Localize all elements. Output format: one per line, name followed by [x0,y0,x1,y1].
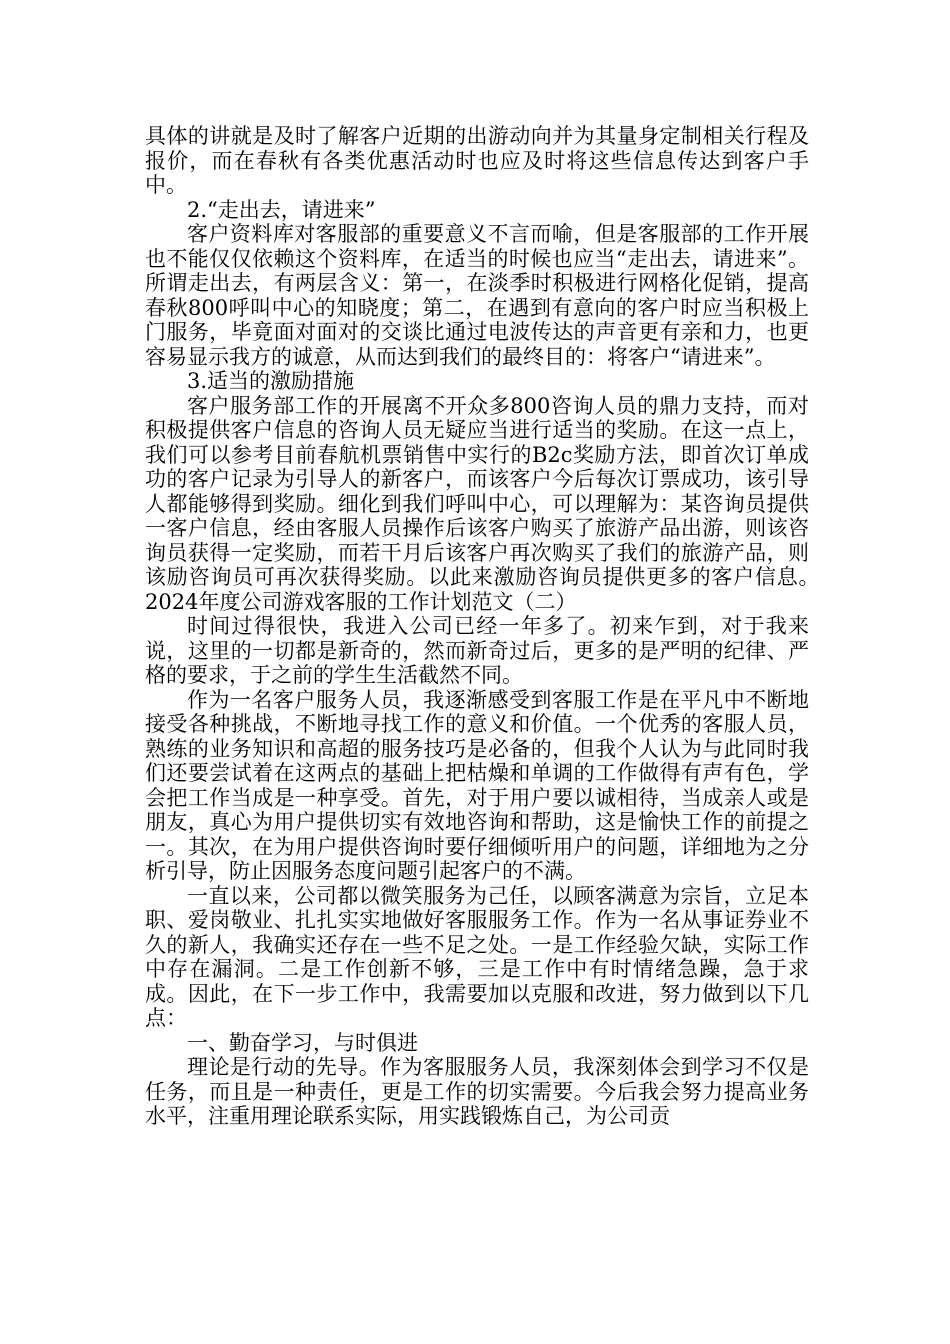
section-heading-one: 一、勤奋学习，与时俱进 [187,1030,418,1055]
paragraph-6: 时间过得很快，我进入公司已经一年多了。初来乍到，对于我来说，这里的一切都是新奇的，然而新奇过后，更多的是严明的纪律、严格的要求，于之前的学生生活截然不同。 [145,614,809,687]
section-heading-2: 2.“走出去，请进来” [187,197,376,222]
paragraph-7: 作为一名客户服务人员，我逐渐感受到客服工作是在平凡中不断地接受各种挑战，不断地寻找工作的意义和价值。一个优秀的客服人员，熟练的业务知识和高超的服务技巧是必备的，但我个人认为与此同时我们还要尝试着在这两点的基础上把枯燥和单调的工作做得有声有色，学会把工作当成是一种享受。首先，对于用户要以诚相待，当成亲人或是朋友，真心为用户提供切实有效地咨询和帮助，这是愉快工作的前提之一。其次，在为用户提供咨询时要仔细倾听用户的问题，详细地为之分析引导，防止因服务态度问题引起客户的不满。 [145,687,809,883]
paragraph-8: 一直以来，公司都以微笑服务为己任，以顾客满意为宗旨，立足本职、爱岗敬业、扎扎实实地做好客服服务工作。作为一名从事证券业不久的新人，我确实还存在一些不足之处。一是工作经验欠缺，实际工作中存在漏洞。二是工作创新不够，三是工作中有时情绪急躁，急于求成。因此，在下一步工作中，我需要加以克服和改进，努力做到以下几点： [145,883,809,1030]
paragraph-5: 客户服务部工作的开展离不开众多800咨询人员的鼎力支持，而对积极提供客户信息的咨询人员无疑应当进行适当的奖励。在这一点上，我们可以参考目前春航机票销售中实行的B2c奖励方法，即首次订单成功的客户记录为引导人的新客户，而该客户今后每次订票成功，该引导人都能够得到奖励。细化到我们呼叫中心，可以理解为：某咨询员提供一客户信息，经由客服人员操作后该客户购买了旅游产品出游，则该咨询员获得一定奖励，而若干月后该客户再次购买了我们的旅游产品，则该励咨询员可再次获得奖励。以此来激励咨询员提供更多的客户信息。 2024年度公司游戏客服的工作计划范文（二） [145,393,851,614]
paragraph-10: 理论是行动的先导。作为客服服务人员，我深刻体会到学习不仅是任务，而且是一种责任，更是工作的切实需要。今后我会努力提高业务水平，注重用理论联系实际，用实践锻炼自己，为公司贡 [145,1055,809,1128]
paragraph-1: 具体的讲就是及时了解客户近期的出游动向并为其量身定制相关行程及报价，而在春秋有各类优惠活动时也应及时将这些信息传达到客户手中。 [145,124,809,197]
section-heading-3: 3.适当的激励措施 [187,369,355,393]
paragraph-3: 客户资料库对客服部的重要意义不言而喻，但是客服部的工作开展也不能仅仅依赖这个资料库，在适当的时候也应当“走出去，请进来”。所谓走出去，有两层含义：第一，在淡季时积极进行网格化促销，提高春秋800呼叫中心的知晓度；第二，在遇到有意向的客户时应当积极上门服务，毕竟面对面对的交谈比通过电波传达的声音更有亲和力，也更容易显示我方的诚意，从而达到我们的最终目的：将客户“请进来”。 [145,222,809,369]
document-body [145,124,851,1129]
